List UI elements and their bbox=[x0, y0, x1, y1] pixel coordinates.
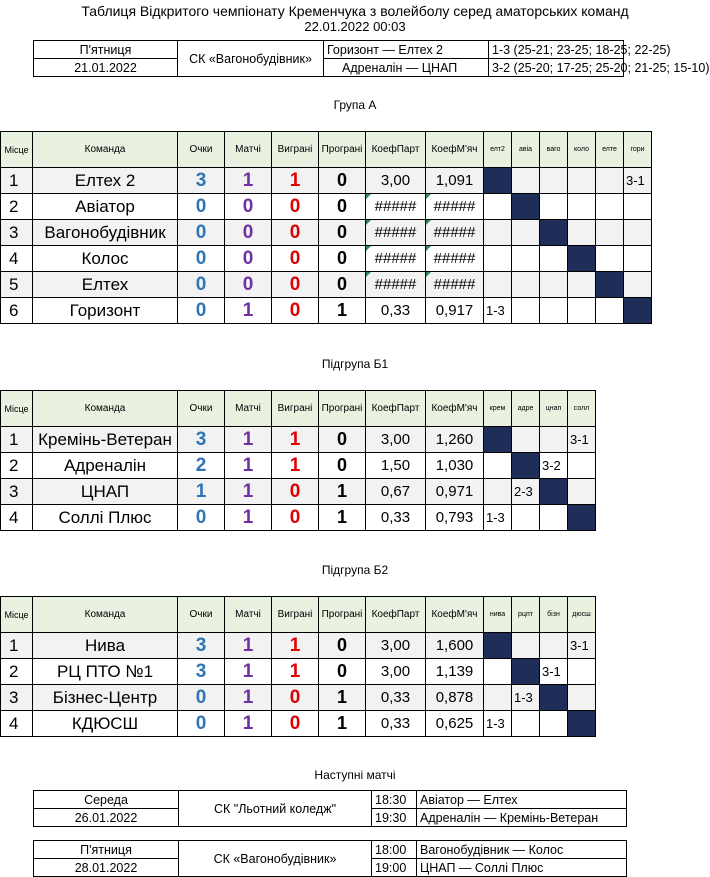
group-b2-table bbox=[0, 596, 596, 737]
col-points-header: Очки bbox=[178, 597, 225, 633]
matches: 1 bbox=[225, 659, 272, 685]
team-name: Елтех bbox=[33, 272, 178, 298]
played-score: 3-2 (25-20; 17-25; 25-20; 21-25; 15-10) bbox=[489, 59, 624, 77]
match-result-cell bbox=[596, 246, 624, 272]
match-result-cell bbox=[568, 479, 596, 505]
lost: 0 bbox=[319, 633, 366, 659]
points: 1 bbox=[178, 479, 225, 505]
lost: 0 bbox=[319, 272, 366, 298]
match-result-cell bbox=[624, 272, 652, 298]
diagonal-cell bbox=[596, 272, 624, 298]
played-pair: Горизонт — Елтех 2 bbox=[324, 41, 489, 59]
won: 0 bbox=[272, 194, 319, 220]
col-lost-header: Програні bbox=[319, 391, 366, 427]
match-result-cell bbox=[540, 633, 568, 659]
table-row bbox=[1, 194, 652, 220]
points: 0 bbox=[178, 272, 225, 298]
diagonal-cell bbox=[512, 659, 540, 685]
opponent-abbr-header: солл bbox=[568, 391, 596, 427]
played-score: 1-3 (25-21; 23-25; 18-25; 22-25) bbox=[489, 41, 624, 59]
match-result-cell bbox=[512, 220, 540, 246]
lost: 0 bbox=[319, 220, 366, 246]
team-name: Елтех 2 bbox=[33, 168, 178, 194]
lost: 1 bbox=[319, 505, 366, 531]
koef-ball: 0,793 bbox=[426, 505, 484, 531]
table-row bbox=[1, 711, 596, 737]
points: 3 bbox=[178, 633, 225, 659]
koef-part: ##### bbox=[366, 194, 426, 220]
koef-ball: 1,260 bbox=[426, 427, 484, 453]
won: 1 bbox=[272, 168, 319, 194]
opponent-abbr-header: бізн bbox=[540, 597, 568, 633]
koef-part: ##### bbox=[366, 246, 426, 272]
opponent-abbr-header: елте bbox=[596, 132, 624, 168]
match-result-cell bbox=[540, 168, 568, 194]
col-koef-part-header: КоефПарт bbox=[366, 597, 426, 633]
won: 0 bbox=[272, 220, 319, 246]
matches: 1 bbox=[225, 633, 272, 659]
match-result-cell bbox=[512, 427, 540, 453]
koef-part: 1,50 bbox=[366, 453, 426, 479]
col-team-header: Команда bbox=[33, 132, 178, 168]
played-day: П'ятниця bbox=[34, 41, 178, 59]
place: 2 bbox=[1, 659, 33, 685]
col-place-header: Місце bbox=[1, 391, 33, 427]
lost: 0 bbox=[319, 453, 366, 479]
koef-part: 3,00 bbox=[366, 427, 426, 453]
upcoming-time: 19:30 bbox=[372, 809, 417, 827]
won: 0 bbox=[272, 685, 319, 711]
match-result-cell bbox=[624, 246, 652, 272]
upcoming-pair: ЦНАП — Соллі Плюс bbox=[417, 859, 627, 877]
upcoming-title: Наступні матчі bbox=[314, 768, 396, 782]
col-matches-header: Матчі bbox=[225, 132, 272, 168]
points: 0 bbox=[178, 246, 225, 272]
points: 0 bbox=[178, 220, 225, 246]
lost: 0 bbox=[319, 194, 366, 220]
col-lost-header: Програні bbox=[319, 597, 366, 633]
opponent-abbr-header: адре bbox=[512, 391, 540, 427]
opponent-abbr-header: елт2 bbox=[484, 132, 512, 168]
matches: 0 bbox=[225, 272, 272, 298]
koef-part: 3,00 bbox=[366, 659, 426, 685]
match-result-cell bbox=[596, 220, 624, 246]
points: 0 bbox=[178, 298, 225, 324]
match-result-cell bbox=[484, 453, 512, 479]
match-result-cell: 1-3 bbox=[484, 711, 512, 737]
col-team-header: Команда bbox=[33, 597, 178, 633]
team-name: ЦНАП bbox=[33, 479, 178, 505]
col-koef-part-header: КоефПарт bbox=[366, 391, 426, 427]
page-title: Таблиця Відкритого чемпіонату Кременчука з волейболу серед аматорських команд bbox=[81, 3, 629, 19]
match-result-cell bbox=[568, 168, 596, 194]
diagonal-cell bbox=[540, 220, 568, 246]
col-team-header: Команда bbox=[33, 391, 178, 427]
koef-part: 3,00 bbox=[366, 168, 426, 194]
match-result-cell bbox=[484, 272, 512, 298]
koef-part: 0,33 bbox=[366, 685, 426, 711]
matches: 0 bbox=[225, 194, 272, 220]
place: 3 bbox=[1, 220, 33, 246]
opponent-abbr-header: рцпт bbox=[512, 597, 540, 633]
points: 0 bbox=[178, 711, 225, 737]
diagonal-cell bbox=[484, 427, 512, 453]
match-result-cell bbox=[568, 194, 596, 220]
upcoming-day-1-table bbox=[33, 790, 627, 827]
won: 1 bbox=[272, 659, 319, 685]
col-points-header: Очки bbox=[178, 132, 225, 168]
diagonal-cell bbox=[512, 453, 540, 479]
col-points-header: Очки bbox=[178, 391, 225, 427]
lost: 0 bbox=[319, 427, 366, 453]
diagonal-cell bbox=[512, 194, 540, 220]
table-row bbox=[1, 272, 652, 298]
place: 2 bbox=[1, 194, 33, 220]
points: 3 bbox=[178, 427, 225, 453]
diagonal-cell bbox=[568, 505, 596, 531]
match-result-cell bbox=[568, 659, 596, 685]
team-name: Авіатор bbox=[33, 194, 178, 220]
table-row bbox=[1, 246, 652, 272]
match-result-cell: 3-1 bbox=[624, 168, 652, 194]
won: 0 bbox=[272, 479, 319, 505]
match-result-cell bbox=[540, 505, 568, 531]
col-won-header: Виграні bbox=[272, 132, 319, 168]
match-result-cell bbox=[568, 685, 596, 711]
matches: 1 bbox=[225, 479, 272, 505]
col-koef-part-header: КоефПарт bbox=[366, 132, 426, 168]
upcoming-venue: СК «Вагонобудівник» bbox=[179, 841, 372, 877]
match-result-cell bbox=[484, 685, 512, 711]
place: 3 bbox=[1, 685, 33, 711]
diagonal-cell bbox=[568, 246, 596, 272]
col-won-header: Виграні bbox=[272, 391, 319, 427]
team-name: Вагонобудівник bbox=[33, 220, 178, 246]
match-result-cell bbox=[512, 505, 540, 531]
upcoming-date: 26.01.2022 bbox=[34, 809, 179, 827]
upcoming-time: 19:00 bbox=[372, 859, 417, 877]
played-matches-table bbox=[33, 40, 710, 77]
matches: 0 bbox=[225, 220, 272, 246]
koef-ball: 1,091 bbox=[426, 168, 484, 194]
opponent-abbr-header: гори bbox=[624, 132, 652, 168]
match-result-cell bbox=[596, 194, 624, 220]
match-result-cell bbox=[484, 479, 512, 505]
koef-ball: 1,139 bbox=[426, 659, 484, 685]
match-result-cell bbox=[624, 194, 652, 220]
played-date: 21.01.2022 bbox=[34, 59, 178, 77]
won: 1 bbox=[272, 453, 319, 479]
points: 0 bbox=[178, 685, 225, 711]
opponent-abbr-header: ваго bbox=[540, 132, 568, 168]
matches: 1 bbox=[225, 168, 272, 194]
upcoming-day: П'ятниця bbox=[34, 841, 179, 859]
table-row bbox=[1, 298, 652, 324]
group-b1-table bbox=[0, 390, 596, 531]
played-venue: СК «Вагонобудівник» bbox=[178, 41, 324, 77]
place: 2 bbox=[1, 453, 33, 479]
koef-ball: 1,030 bbox=[426, 453, 484, 479]
match-result-cell: 3-1 bbox=[540, 659, 568, 685]
col-lost-header: Програні bbox=[319, 132, 366, 168]
lost: 0 bbox=[319, 168, 366, 194]
team-name: Адреналін bbox=[33, 453, 178, 479]
match-result-cell bbox=[568, 220, 596, 246]
match-result-cell: 3-1 bbox=[568, 633, 596, 659]
koef-part: 0,33 bbox=[366, 298, 426, 324]
koef-ball: ##### bbox=[426, 272, 484, 298]
opponent-abbr-header: коло bbox=[568, 132, 596, 168]
col-matches-header: Матчі bbox=[225, 597, 272, 633]
koef-ball: 0,878 bbox=[426, 685, 484, 711]
lost: 0 bbox=[319, 659, 366, 685]
diagonal-cell bbox=[568, 711, 596, 737]
upcoming-time: 18:00 bbox=[372, 841, 417, 859]
table-row bbox=[1, 220, 652, 246]
team-name: Горизонт bbox=[33, 298, 178, 324]
koef-ball: 1,600 bbox=[426, 633, 484, 659]
won: 1 bbox=[272, 633, 319, 659]
match-result-cell bbox=[568, 298, 596, 324]
diagonal-cell bbox=[540, 685, 568, 711]
opponent-abbr-header: авіа bbox=[512, 132, 540, 168]
match-result-cell bbox=[596, 168, 624, 194]
team-name: Соллі Плюс bbox=[33, 505, 178, 531]
lost: 0 bbox=[319, 246, 366, 272]
match-result-cell bbox=[624, 220, 652, 246]
col-koef-ball-header: КоефМ'яч bbox=[426, 132, 484, 168]
col-matches-header: Матчі bbox=[225, 391, 272, 427]
place: 1 bbox=[1, 427, 33, 453]
opponent-abbr-header: крем bbox=[484, 391, 512, 427]
koef-ball: 0,917 bbox=[426, 298, 484, 324]
place: 5 bbox=[1, 272, 33, 298]
match-result-cell bbox=[540, 272, 568, 298]
match-result-cell bbox=[512, 298, 540, 324]
match-result-cell bbox=[568, 272, 596, 298]
col-place-header: Місце bbox=[1, 597, 33, 633]
points: 3 bbox=[178, 168, 225, 194]
koef-ball: 0,971 bbox=[426, 479, 484, 505]
koef-ball: 0,625 bbox=[426, 711, 484, 737]
update-timestamp: 22.01.2022 00:03 bbox=[304, 19, 406, 34]
match-result-cell bbox=[568, 453, 596, 479]
match-result-cell bbox=[512, 272, 540, 298]
matches: 1 bbox=[225, 685, 272, 711]
opponent-abbr-header: нива bbox=[484, 597, 512, 633]
upcoming-pair: Вагонобудівник — Колос bbox=[417, 841, 627, 859]
matches: 0 bbox=[225, 246, 272, 272]
upcoming-pair: Адреналін — Кремінь-Ветеран bbox=[417, 809, 627, 827]
points: 3 bbox=[178, 659, 225, 685]
lost: 1 bbox=[319, 711, 366, 737]
points: 2 bbox=[178, 453, 225, 479]
match-result-cell: 1-3 bbox=[484, 298, 512, 324]
koef-part: ##### bbox=[366, 272, 426, 298]
col-koef-ball-header: КоефМ'яч bbox=[426, 391, 484, 427]
diagonal-cell bbox=[624, 298, 652, 324]
place: 1 bbox=[1, 168, 33, 194]
upcoming-date: 28.01.2022 bbox=[34, 859, 179, 877]
table-row bbox=[1, 168, 652, 194]
upcoming-day: Середа bbox=[34, 791, 179, 809]
match-result-cell bbox=[484, 220, 512, 246]
played-pair: Адреналін — ЦНАП bbox=[324, 59, 489, 77]
team-name: Кремінь-Ветеран bbox=[33, 427, 178, 453]
koef-part: 0,33 bbox=[366, 505, 426, 531]
matches: 1 bbox=[225, 298, 272, 324]
won: 0 bbox=[272, 246, 319, 272]
table-row bbox=[1, 453, 596, 479]
col-won-header: Виграні bbox=[272, 597, 319, 633]
won: 0 bbox=[272, 711, 319, 737]
lost: 1 bbox=[319, 298, 366, 324]
match-result-cell bbox=[540, 194, 568, 220]
points: 0 bbox=[178, 194, 225, 220]
team-name: КДЮСШ bbox=[33, 711, 178, 737]
upcoming-venue: СК "Льотний коледж" bbox=[179, 791, 372, 827]
match-result-cell: 3-2 bbox=[540, 453, 568, 479]
group-a-table bbox=[0, 131, 652, 324]
table-row bbox=[1, 659, 596, 685]
group-a-title: Група А bbox=[333, 98, 377, 112]
match-result-cell bbox=[484, 246, 512, 272]
table-row bbox=[1, 427, 596, 453]
matches: 1 bbox=[225, 711, 272, 737]
match-result-cell bbox=[512, 246, 540, 272]
upcoming-day-2-table bbox=[33, 840, 627, 877]
match-result-cell bbox=[512, 633, 540, 659]
opponent-abbr-header: дюсш bbox=[568, 597, 596, 633]
lost: 1 bbox=[319, 685, 366, 711]
place: 4 bbox=[1, 246, 33, 272]
won: 1 bbox=[272, 427, 319, 453]
koef-part: 0,33 bbox=[366, 711, 426, 737]
koef-part: 0,67 bbox=[366, 479, 426, 505]
points: 0 bbox=[178, 505, 225, 531]
match-result-cell bbox=[540, 298, 568, 324]
col-koef-ball-header: КоефМ'яч bbox=[426, 597, 484, 633]
upcoming-time: 18:30 bbox=[372, 791, 417, 809]
match-result-cell bbox=[540, 246, 568, 272]
matches: 1 bbox=[225, 427, 272, 453]
match-result-cell: 2-3 bbox=[512, 479, 540, 505]
table-row bbox=[1, 479, 596, 505]
group-b1-title: Підгрупа Б1 bbox=[321, 357, 389, 371]
koef-ball: ##### bbox=[426, 194, 484, 220]
koef-ball: ##### bbox=[426, 220, 484, 246]
lost: 1 bbox=[319, 479, 366, 505]
match-result-cell bbox=[512, 168, 540, 194]
team-name: Бізнес-Центр bbox=[33, 685, 178, 711]
match-result-cell: 1-3 bbox=[512, 685, 540, 711]
place: 6 bbox=[1, 298, 33, 324]
place: 1 bbox=[1, 633, 33, 659]
koef-part: 3,00 bbox=[366, 633, 426, 659]
matches: 1 bbox=[225, 505, 272, 531]
koef-part: ##### bbox=[366, 220, 426, 246]
won: 0 bbox=[272, 505, 319, 531]
match-result-cell bbox=[512, 711, 540, 737]
team-name: РЦ ПТО №1 bbox=[33, 659, 178, 685]
won: 0 bbox=[272, 272, 319, 298]
match-result-cell bbox=[540, 711, 568, 737]
diagonal-cell bbox=[484, 633, 512, 659]
upcoming-pair: Авіатор — Елтех bbox=[417, 791, 627, 809]
table-row bbox=[1, 685, 596, 711]
place: 4 bbox=[1, 711, 33, 737]
opponent-abbr-header: цнап bbox=[540, 391, 568, 427]
place: 4 bbox=[1, 505, 33, 531]
match-result-cell bbox=[596, 298, 624, 324]
match-result-cell: 1-3 bbox=[484, 505, 512, 531]
place: 3 bbox=[1, 479, 33, 505]
table-row bbox=[1, 505, 596, 531]
group-b2-title: Підгрупа Б2 bbox=[321, 563, 389, 577]
table-row bbox=[1, 633, 596, 659]
col-place-header: Місце bbox=[1, 132, 33, 168]
match-result-cell: 3-1 bbox=[568, 427, 596, 453]
won: 0 bbox=[272, 298, 319, 324]
team-name: Колос bbox=[33, 246, 178, 272]
koef-ball: ##### bbox=[426, 246, 484, 272]
match-result-cell bbox=[484, 194, 512, 220]
match-result-cell bbox=[484, 659, 512, 685]
diagonal-cell bbox=[484, 168, 512, 194]
team-name: Нива bbox=[33, 633, 178, 659]
match-result-cell bbox=[540, 427, 568, 453]
matches: 1 bbox=[225, 453, 272, 479]
diagonal-cell bbox=[540, 479, 568, 505]
